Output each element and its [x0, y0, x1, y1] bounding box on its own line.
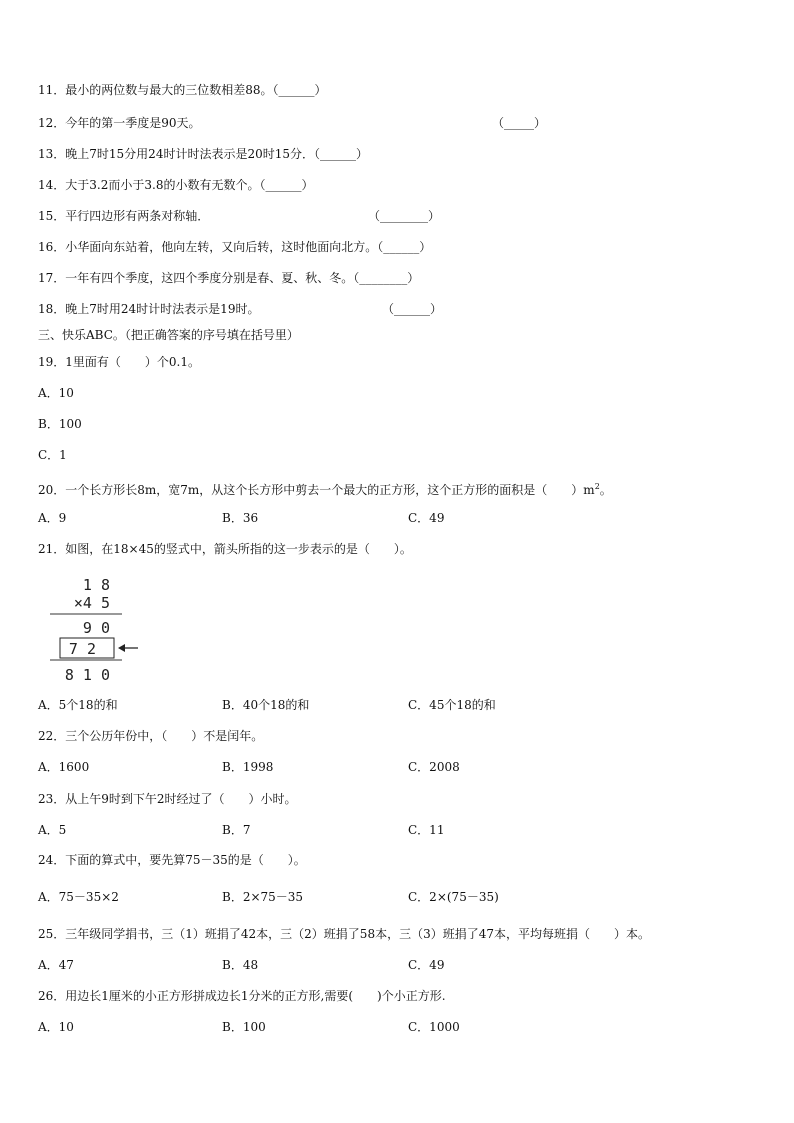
question-number: 11． [38, 83, 66, 97]
question-text: 今年的第一季度是90天。 [65, 116, 201, 130]
option-c[interactable]: C．11 [408, 823, 445, 837]
question-text: 小华面向东站着，他向左转，又向后转，这时他面向北方。（______） [65, 240, 432, 254]
partial-product-2: 7 2 [68, 640, 96, 658]
option-b[interactable]: B．100 [38, 417, 82, 431]
question-21: 21．如图，在18×45的竖式中，箭头所指的这一步表示的是（ ）。 [38, 542, 412, 556]
multiplicand: 1 8 [82, 576, 110, 594]
option-b[interactable]: B．36 [222, 511, 259, 525]
multiplier: ×4 5 [73, 594, 110, 612]
question-15 [38, 208, 209, 224]
question-11 [38, 82, 327, 98]
option-b[interactable]: B．100 [222, 1020, 266, 1034]
option-c[interactable]: C．2×(75－35) [408, 890, 499, 904]
answer-blank[interactable]: （________） [368, 209, 441, 223]
option-b[interactable]: B．2×75－35 [222, 890, 304, 904]
question-24: 24．下面的算式中，要先算75－35的是（ ）。 [38, 853, 306, 867]
option-a[interactable]: A．47 [38, 958, 74, 972]
option-a[interactable]: A．9 [38, 511, 67, 525]
partial-product-1: 9 0 [82, 619, 110, 637]
option-b[interactable]: B．1998 [222, 760, 274, 774]
question-23: 23．从上午9时到下午2时经过了（ ）小时。 [38, 792, 297, 806]
option-c[interactable]: C．1000 [408, 1020, 460, 1034]
vertical-multiplication-figure [48, 574, 158, 686]
option-b[interactable]: B．7 [222, 823, 251, 837]
question-text: 晚上7时用24时计时法表示是19时。 [65, 302, 260, 316]
question-20 [38, 479, 612, 498]
result: 8 1 0 [64, 666, 110, 684]
answer-blank[interactable]: （______） [382, 302, 443, 316]
option-c[interactable]: C．45个18的和 [408, 698, 496, 712]
question-text: 20．一个长方形长8m，宽7m，从这个长方形中剪去一个最大的正方形，这个正方形的面积是（ ）m [38, 483, 595, 497]
option-c[interactable]: C．49 [408, 958, 445, 972]
question-12 [38, 115, 201, 131]
question-text: 平行四边形有两条对称轴． [65, 209, 210, 223]
option-c[interactable]: C．2008 [408, 760, 460, 774]
superscript: 2 [594, 482, 600, 491]
option-c[interactable]: C．1 [38, 448, 67, 462]
arrow-icon [118, 644, 138, 652]
question-number: 15． [38, 209, 66, 223]
question-text: 晚上7时15分用24时计时法表示是20时15分．（______） [65, 147, 368, 161]
option-c[interactable]: C．49 [408, 511, 445, 525]
question-number: 12． [38, 116, 66, 130]
question-18 [38, 301, 259, 317]
option-a[interactable]: A．5个18的和 [38, 698, 118, 712]
option-b[interactable]: B．48 [222, 958, 259, 972]
option-a[interactable]: A．10 [38, 386, 74, 400]
question-22: 22．三个公历年份中，（ ）不是闰年。 [38, 729, 264, 743]
option-a[interactable]: A．5 [38, 823, 67, 837]
option-a[interactable]: A．10 [38, 1020, 74, 1034]
question-number: 16． [38, 240, 66, 254]
answer-blank[interactable]: （_____） [492, 116, 547, 130]
question-text: 大于3.2而小于3.8的小数有无数个。（______） [65, 178, 314, 192]
question-number: 13． [38, 147, 66, 161]
option-b[interactable]: B．40个18的和 [222, 698, 310, 712]
question-number: 14． [38, 178, 66, 192]
question-14 [38, 177, 313, 193]
question-text: 一年有四个季度，这四个季度分别是春、夏、秋、冬。（________） [65, 271, 420, 285]
option-a[interactable]: A．75－35×2 [38, 890, 119, 904]
question-tail: 。 [599, 483, 612, 497]
question-text: 最小的两位数与最大的三位数相差88。（______） [65, 83, 327, 97]
question-17 [38, 270, 419, 286]
question-25: 25．三年级同学捐书，三（1）班捐了42本，三（2）班捐了58本，三（3）班捐了47本，平均每班捐（ ）本。 [38, 927, 650, 941]
question-16 [38, 239, 431, 255]
section-heading: 三、快乐ABC。（把正确答案的序号填在括号里） [38, 328, 299, 342]
question-number: 18． [38, 302, 66, 316]
question-26: 26．用边长1厘米的小正方形拼成边长1分米的正方形,需要( )个小正方形. [38, 989, 446, 1003]
question-13 [38, 146, 368, 162]
question-number: 17． [38, 271, 66, 285]
question-19: 19．1里面有（ ）个0.1。 [38, 355, 200, 369]
option-a[interactable]: A．1600 [38, 760, 90, 774]
